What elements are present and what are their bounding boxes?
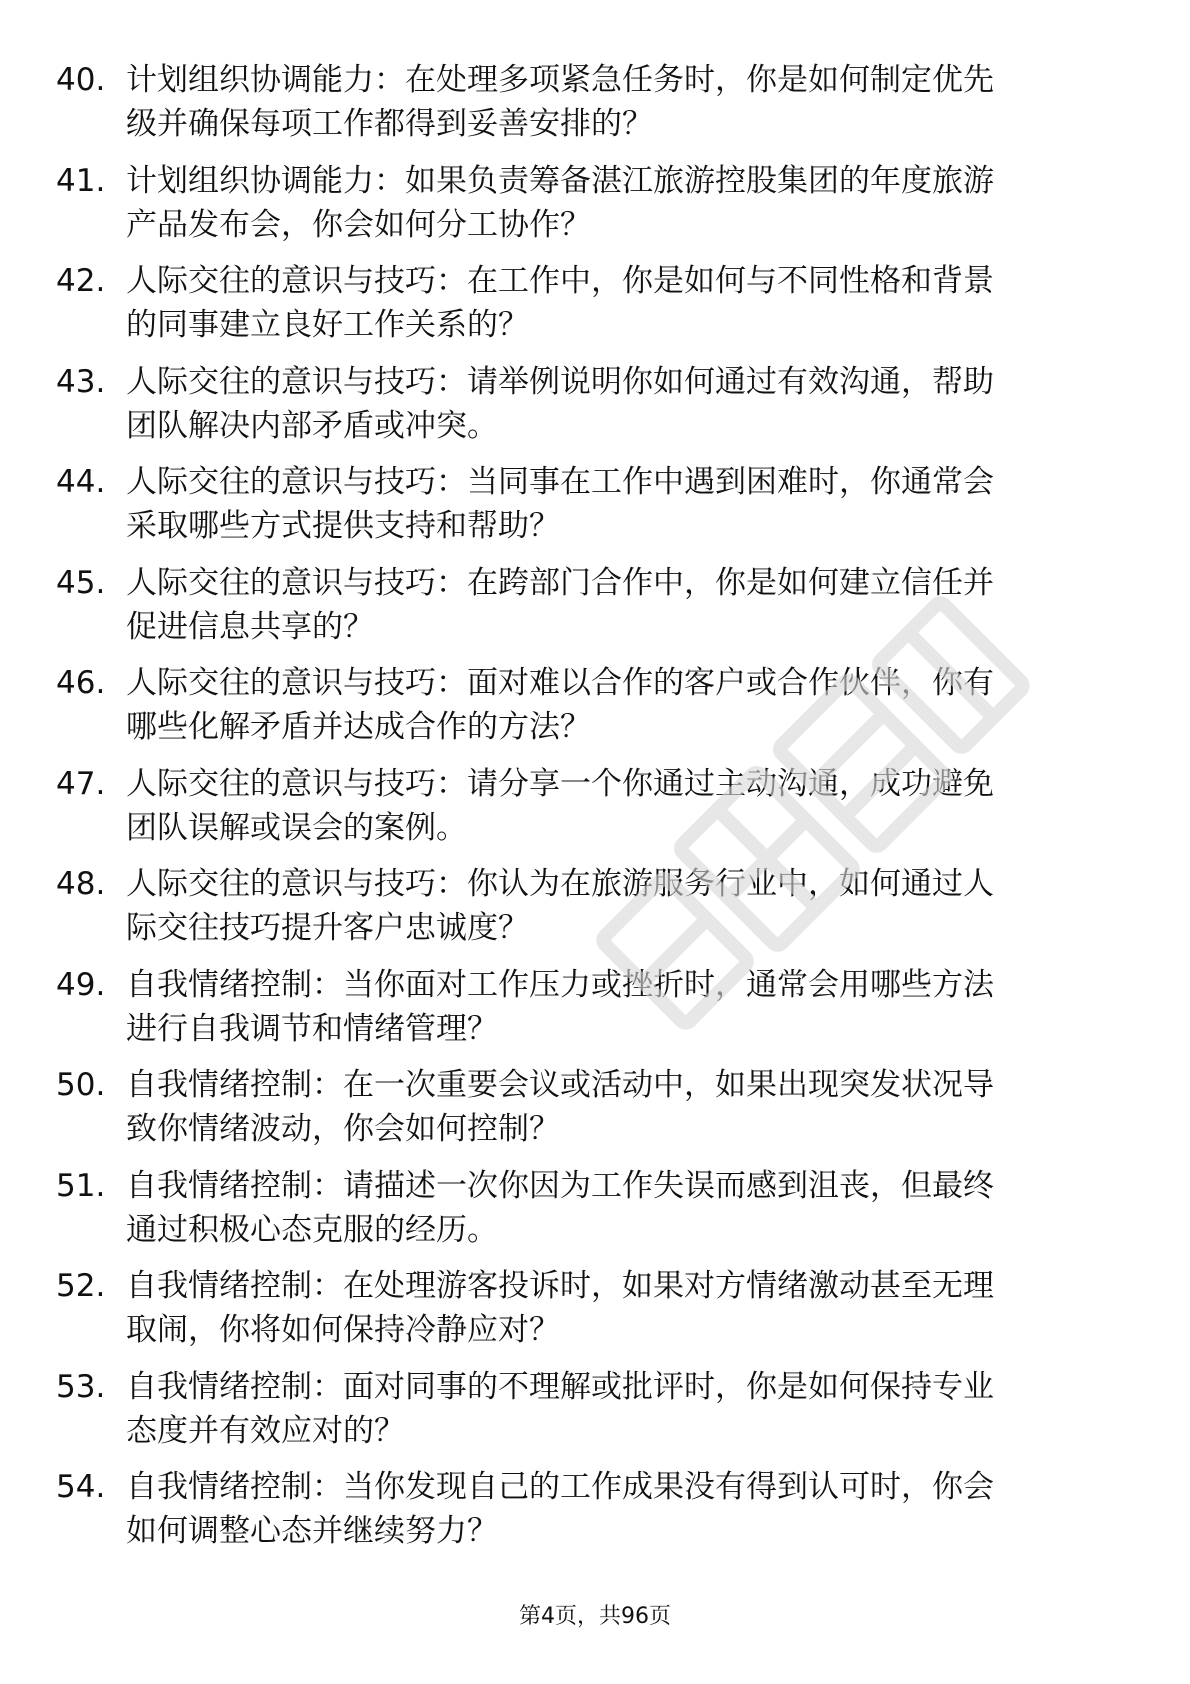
question-item-42 xyxy=(0,247,1190,348)
question-number: 47. xyxy=(56,765,106,802)
question-item-51 xyxy=(0,1152,1190,1253)
question-item-50 xyxy=(0,1051,1190,1152)
question-number: 54. xyxy=(56,1469,106,1505)
question-item-47 xyxy=(0,750,1190,851)
question-text: 计划组织协调能力：如果负责筹备湛江旅游控股集团的年度旅游 产品发布会，你会如何分工协作？ xyxy=(126,162,994,243)
question-text: 自我情绪控制：在一次重要会议或活动中，如果出现突发状况导 致你情绪波动，你会如何控制？ xyxy=(126,1067,994,1147)
question-item-52 xyxy=(0,1252,1190,1353)
question-text: 人际交往的意识与技巧：你认为在旅游服务行业中，如何通过人 际交往技巧提升客户忠诚度？ xyxy=(126,866,994,946)
question-text: 计划组织协调能力：在处理多项紧急任务时，你是如何制定优先 级并确保每项工作都得到妥善安排的？ xyxy=(126,62,994,142)
question-item-45 xyxy=(0,549,1190,650)
question-text: 人际交往的意识与技巧：在跨部门合作中，你是如何建立信任并 促进信息共享的？ xyxy=(126,564,994,645)
question-text: 人际交往的意识与技巧：当同事在工作中遇到困难时，你通常会 采取哪些方式提供支持和帮助？ xyxy=(126,464,994,544)
page-number-footer: 第4页，共96页 xyxy=(519,1604,671,1629)
question-text: 人际交往的意识与技巧：面对难以合作的客户或合作伙伴，你有 哪些化解矛盾并达成合作的方法？ xyxy=(126,665,994,745)
question-number: 53. xyxy=(56,1368,106,1405)
question-item-53 xyxy=(0,1353,1190,1454)
question-number: 50. xyxy=(56,1067,106,1103)
question-text: 人际交往的意识与技巧：请分享一个你通过主动沟通，成功避免 团队误解或误会的案例。 xyxy=(126,765,994,846)
question-list xyxy=(0,46,1190,1554)
question-text: 自我情绪控制：面对同事的不理解或批评时，你是如何保持专业 态度并有效应对的？ xyxy=(126,1368,994,1449)
question-number: 46. xyxy=(56,665,106,701)
question-item-49 xyxy=(0,951,1190,1052)
question-item-46 xyxy=(0,649,1190,750)
question-number: 44. xyxy=(56,464,106,500)
question-number: 42. xyxy=(56,263,106,299)
question-number: 51. xyxy=(56,1167,106,1204)
question-text: 自我情绪控制：当你面对工作压力或挫折时，通常会用哪些方法 进行自我调节和情绪管理？ xyxy=(126,966,994,1047)
question-number: 43. xyxy=(56,363,106,400)
question-number: 45. xyxy=(56,564,106,601)
question-item-54 xyxy=(0,1453,1190,1554)
question-number: 52. xyxy=(56,1268,106,1304)
question-number: 48. xyxy=(56,866,106,902)
question-item-40 xyxy=(0,46,1190,147)
question-item-41 xyxy=(0,147,1190,248)
question-item-43 xyxy=(0,348,1190,449)
question-item-44 xyxy=(0,448,1190,549)
question-number: 40. xyxy=(56,62,106,98)
question-text: 自我情绪控制：请描述一次你因为工作失误而感到沮丧，但最终 通过积极心态克服的经历。 xyxy=(126,1167,994,1248)
question-item-48 xyxy=(0,850,1190,951)
question-text: 人际交往的意识与技巧：在工作中，你是如何与不同性格和背景 的同事建立良好工作关系的？ xyxy=(126,263,994,343)
question-text: 自我情绪控制：当你发现自己的工作成果没有得到认可时，你会 如何调整心态并继续努力？ xyxy=(126,1469,994,1549)
question-number: 41. xyxy=(56,162,106,199)
question-number: 49. xyxy=(56,966,106,1003)
question-text: 自我情绪控制：在处理游客投诉时，如果对方情绪激动甚至无理 取闹，你将如何保持冷静应对？ xyxy=(126,1268,994,1348)
question-text: 人际交往的意识与技巧：请举例说明你如何通过有效沟通，帮助 团队解决内部矛盾或冲突。 xyxy=(126,363,994,444)
